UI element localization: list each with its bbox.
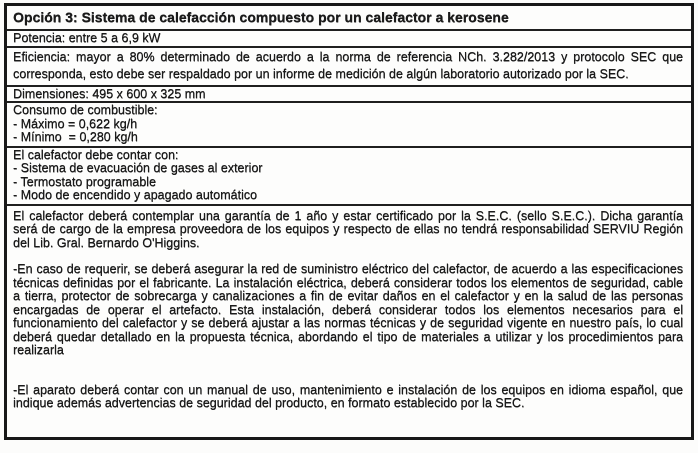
row-dimensiones: Dimensiones: 495 x 600 x 325 mm [7, 87, 691, 104]
consumo-item-maximo: - Máximo = 0,622 kg/h [13, 116, 138, 131]
manual-paragraph: -El aparato deberá contar con un manual de uso, mantenimiento e instalación de los equipos en idioma español, que indique además advertencias de seguridad del producto, en formato establecido por la SEC. [13, 382, 683, 410]
consumo-item-minimo: - Mínimo = 0,280 kg/h [13, 130, 138, 144]
requisito-encendido: - Modo de encendido y apagado automático [13, 188, 257, 202]
requisito-evacuacion: - Sistema de evacuación de gases al exterior [13, 161, 263, 175]
spec-table [4, 3, 694, 440]
requisitos-title: El calefactor debe contar con: [13, 147, 179, 162]
row-eficiencia: Eficiencia: mayor a 80% determinado de acuerdo a la norma de referencia NCh. 3.282/2013 y protocolo SEC que corresponda, esto debe ser respaldado por un informe de medición de algún laboratorio autorizado por la SEC. [7, 48, 691, 87]
row-condiciones [7, 206, 691, 437]
row-requisitos [7, 148, 691, 206]
consumo-title: Consumo de combustible: [13, 103, 158, 117]
instalacion-paragraph: -En caso de requerir, se deberá asegurar la red de suministro eléctrico del calefactor, de acuerdo a las especificaciones técnicas definidas por el fabricante. La instalación eléctrica, deberá considerar todos los elementos de seguridad, cable a tierra, protector de sobrecarga y canalizaciones a fin de evitar daños en el calefactor y en la salud de las personas encargadas de operar el artefacto. Esta instalación, deberá considerar todos los elementos necesarios para el funcionamiento del calefactor y se deberá ajustar a las normas técnicas y de seguridad vigente en nuestro país, lo cual deberá quedar detallado en la propuesta técnica, abordando el tipo de materiales a utilizar y los procedimientos para realizarla [13, 262, 683, 357]
row-consumo [7, 103, 691, 148]
requisito-termostato: - Termostato programable [13, 174, 156, 189]
row-potencia: Potencia: entre 5 a 6,9 kW [7, 31, 691, 48]
garantia-paragraph: El calefactor deberá contemplar una garantía de 1 año y estar certificado por la S.E.C. (sello S.E.C.). Dicha garantía será de cargo de la empresa proveedora de los equipos y respecto de ellas no tendrá responsabilidad SERVIU Región del Lib. Gral. Bernardo O'Higgins. [13, 208, 683, 250]
table-title: Opción 3: Sistema de calefacción compuesto por un calefactor a kerosene [7, 6, 691, 31]
